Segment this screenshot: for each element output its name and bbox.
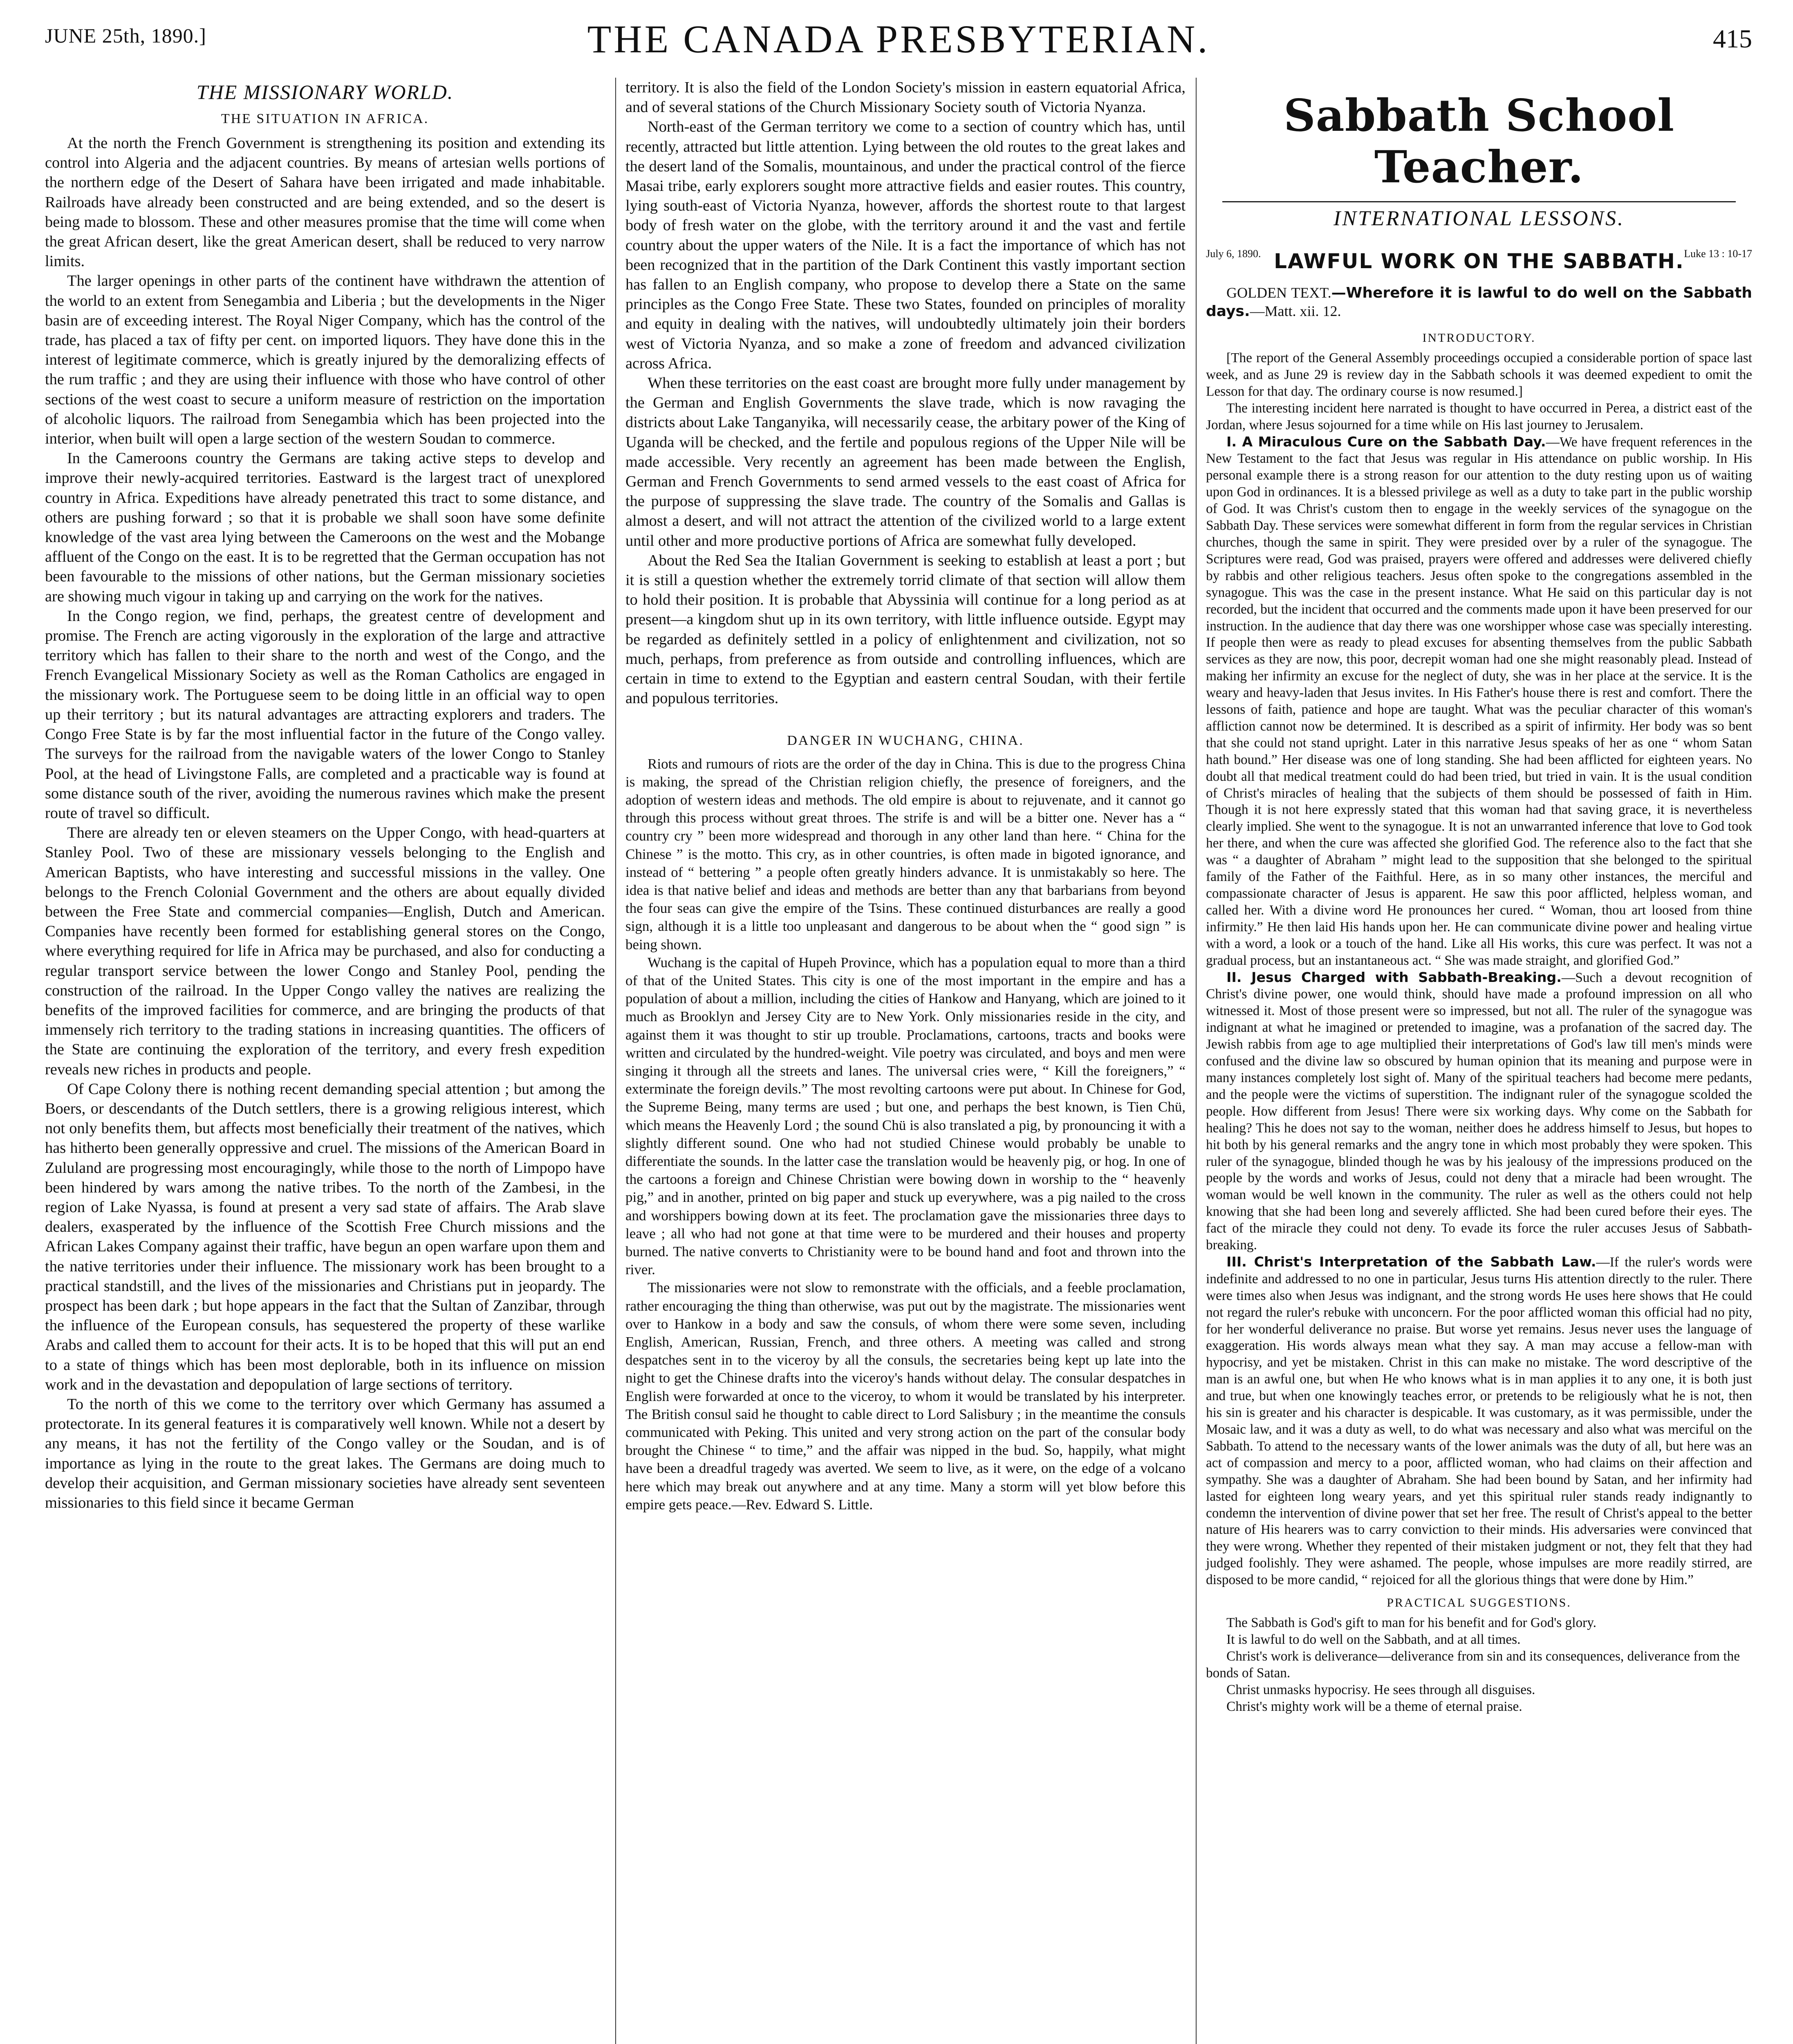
suggestion: Christ's work is deliverance—deliverance from sin and its consequences, deliverance from the bonds of Satan. — [1206, 1648, 1740, 1681]
practical-suggestions — [1206, 1615, 1752, 1715]
paragraph: Wuchang is the capital of Hupeh Province, which has a population equal to more than a third of that of the United States. This city is one of the most important in the empire and has a population of about a million, including the cities of Hankow and Hanyang, which are joined to it much as Brooklyn and Jersey City are to New York. Only missionaries reside in the city, and against them it was thought to stir up trouble. Proclamations, cartoons, tracts and books were written and circulated by the hundred-weight. Vile poetry was circulated, and boys and men were singing it through all the streets and lanes. The universal cries were, “ Kill the foreigners,” “ exterminate the foreign devils.” The most revolting cartoons were put about. In Chinese for God, the Supreme Being, many terms are used ; but one, and perhaps the best known, is Tien Chü, which means the Heavenly Lord ; the sound Chü is also translated a pig, by pronouncing it with a slightly different sound. One who had not studied Chinese would probably be unable to differentiate the sounds. In the latter case the translation would be heavenly pig, or hog. In one of the cartoons a foreign and Chinese Christian were bowing down in worship to the “ heavenly pig,” and in another, printed on big paper and stuck up everywhere, was a pig nailed to the cross and worshippers bowing down at its feet. The proclamation gave the missionaries three days to leave ; all who had not gone at that time were to be murdered and their houses and property burned. The native converts to Christianity were to be bound hand and foot and thrown into the river. — [625, 954, 1186, 1278]
practical-suggestions-heading: PRACTICAL SUGGESTIONS. — [1387, 1596, 1571, 1610]
lesson-point — [1206, 969, 1752, 1254]
point-text: —Such a devout recognition of Christ's divine power, one would think, should have made a profound impression on all who witnessed it. Most of those present were so impressed, but not all. The ruler of the synagogue was indignant at what he imagined or pretended to imagine, was a profanation of the sacred day. The Jewish rabbis from age to age multiplied their interpretations of God's law till men's minds were confused and the divine law so obscured by human opinion that its meaning and purpose were in many instances completely lost sight of. Many of the spiritual teachers had become mere pedants, and the people were the victims of superstition. The indignant ruler of the synagogue scolded the people. How different from Jesus! There were six working days. Why come on the Sabbath for healing? This he does not say to the woman, neither does he address himself to Jesus, but hopes to hit both by his general remarks and the angry tone in which most probably they were spoken. This ruler of the synagogue, blinded though he was by his jealousy of the impressions produced on the people by the words and works of Jesus, could not deny that a miracle had been wrought. The woman would be well known in the community. The ruler as well as the others could not help knowing that she had been long and severely afflicted. She had been cured before their eyes. The fact of the miracle they could not deny. To evade its force the ruler accuses Jesus of Sabbath-breaking. — [1206, 970, 1752, 1253]
paragraph: Riots and rumours of riots are the order of the day in China. This is due to the progress China is making, the spread of the Christian religion chiefly, the presence of foreigners, and the adoption of western ideas and methods. The old empire is about to rejuvenate, and it cannot go through this process without great throes. The strife is and will be a bitter one. Never has a “ country cry ” been more widespread and thorough in any other land than here. “ China for the Chinese ” is the motto. This cry, as in other countries, is often made in bigoted ignorance, and instead of “ bettering ” a people often greatly hinders advance. It is unmistakably so here. The idea is that native belief and ideas and methods are better than any that barbarians from beyond the four seas can give the empire of the Tsins. These continued disturbances are really a good sign, although it is a little too unpleasant and dangerous to be about when the “ good sign ” is being shown. — [625, 755, 1186, 953]
article-body — [45, 133, 605, 1513]
article-subtitle: DANGER IN WUCHANG, CHINA. — [787, 733, 1024, 748]
article-subtitle: THE SITUATION IN AFRICA. — [221, 111, 429, 126]
lesson-date: July 6, 1890. — [1206, 248, 1261, 260]
introductory-heading: INTRODUCTORY. — [1422, 331, 1536, 345]
golden-text-body: —Wherefore it is lawful to do well on the Sabbath days. — [1206, 285, 1752, 320]
point-text: —If the ruler's words were indefinite and addressed to no one in particular, Jesus turns His attention directly to the ruler. There were times also when Jesus was indignant, and the strong words He uses here shows that He could not regard the ruler's rebuke with unconcern. For the poor afflicted woman this official had no pity, for her wonderful deliverance no praise. But worse yet remains. Jesus never uses the language of exaggeration. His words always mean what they say. A man may accuse a fellow-man with hypocrisy, and yet be mistaken. Christ in this can make no mistake. The word descriptive of the man is an awful one, but when He who knows what is in man applies it to any one, it is both just and true, but when one knowingly teaches error, or pretends to be religiously what he is not, then his sin is greater and his character is despicable. It was customary, as it was permissible, under the Mosaic law, and it was a duty as well, to do what was necessary and also what was merciful on the Sabbath. To attend to the necessary wants of the lower animals was the duty of all, but here was an act of compassion and mercy to a poor, afflicted woman, who had claims on their affection and sympathy. She was a daughter of Abraham. She had been bound by Satan, and her infirmity had lasted for eighteen long weary years, and yet this spiritual ruler stands ready indignantly to condemn the intervention of divine power that set her free. The result of Christ's appeal to the better nature of His hearers was to carry conviction to their minds. His adversaries were convinced that they were wrong. Whether they repented of their mistaken judgment or not, they felt that they had judged foolishly. They were ashamed. The people, whose impulses are more readily stirred, are disposed to be more candid, “ rejoiced for all the glorious things that were done by Him.” — [1206, 1254, 1752, 1588]
paragraph: To the north of this we come to the territory over which Germany has assumed a protectorate. In its general features it is comparatively well known. While not a desert by any means, it has not the fertility of the Congo valley or the Soudan, and is of importance as lying in the route to the great lakes. The Germans are doing much to develop their acquisition, and German missionary societies have already sent seventeen missionaries to this field since it became German — [45, 1396, 605, 1512]
paragraph: At the north the French Government is strengthening its position and extending its control into Algeria and the adjacent countries. By means of artesian wells portions of the northern edge of the Desert of Sahara have been irrigated and made inhabitable. Railroads have already been constructed and are being extended, and so the desert is being made to blossom. These and other measures promise that the time will come when the great African desert, like the great American desert, shall be reduced to very narrow limits. — [45, 134, 605, 270]
page-header — [45, 16, 1752, 65]
golden-text-label: GOLDEN TEXT. — [1226, 285, 1331, 301]
point-heading: II. Jesus Charged with Sabbath-Breaking. — [1226, 969, 1562, 985]
lesson-body — [1206, 350, 1752, 1589]
paragraph: The missionaries were not slow to remonstrate with the officials, and a feeble proclamation, rather encouraging the thing than otherwise, was put out by the magistrate. The missionaries went over to Hankow in a body and saw the consuls, of whom there were some seven, including English, American, Russian, French, and three others. A meeting was called and strong despatches sent in to the viceroy by all the consuls, the secretaries being kept up late into the night to get the Chinese drafts into the viceroy's hands without delay. The consular despatches in English were forwarded at once to the viceroy, to whom it would be translated by his interpreter. The British consul said he thought to cable direct to Lord Salisbury ; in the meantime the consuls communicated with Peking. This united and very strong action on the part of the consular body brought the Chinese “ to time,” and the affair was nipped in the bud. So, happily, what might have been a dreadful tragedy was averted. We seem to live, as it were, on the edge of a volcano here which may break out anywhere and at any time. Many a storm will yet blow before this empire gets peace.—Rev. Edward S. Little. — [625, 1280, 1186, 1513]
sabbath-school-masthead: Sabbath School Teacher. — [1283, 90, 1675, 193]
newspaper-title: THE CANADA PRESBYTERIAN. — [587, 17, 1210, 61]
point-heading: III. Christ's Interpretation of the Sabbath Law. — [1226, 1253, 1596, 1270]
column-rule — [615, 78, 616, 2044]
article-body — [625, 755, 1186, 1514]
paragraph: North-east of the German territory we come to a section of country which has, until recently, attracted but little attention. Lying between the old routes to the great lakes and the desert land of the Somalis, mountainous, and under the practical control of the fierce Masai tribe, early explorers sought more attractive fields and easier routes. This country, lying south-east of Victoria Nyanza, however, affords the shortest route to that largest body of fresh water on the globe, with the territory around it and the vast and fertile country about the upper waters of the Nile. It is a fact the importance of which has not been recognized that in the partition of the Dark Continent this vastly important section has fallen to an English company, who propose to develop there a State on the same principles as the Congo Free State. These two States, founded on principles of morality and equity in dealing with the natives, will undoubtedly ultimately join their borders west of Victoria Nyanza, and so make a zone of freedom and advanced civilization across Africa. — [625, 118, 1186, 372]
column-rule — [1196, 78, 1197, 2044]
paragraph: The larger openings in other parts of the continent have withdrawn the attention of the world to an extent from Senegambia and Liberia ; but the developments in the Niger basin are of exceeding interest. The Royal Niger Company, which has the control of the trade, has placed a tax of fifty per cent. on imported liquors. They have done this in the interest of legitimate commerce, which is greatly injured by the demoralizing effects of the rum traffic ; and they are using their influence with those who have control of other sections of the west coast to secure a uniform measure of restriction on the importation of alcoholic liquors. The railroad from Senegambia which has been projected into the interior, when built will open a large section of the western Soudan to commerce. — [45, 272, 605, 448]
column-one — [45, 78, 605, 1513]
paragraph: About the Red Sea the Italian Government is seeking to establish at least a port ; but it is still a question whether the extremely torrid climate of that section will allow them to hold their position. It is probable that Abyssinia will continue for a long period as at present—a kingdom shut up in its own territory, with little influence outside. Egypt may be regarded as definitely settled in a policy of enlightenment and civilization, not so much, perhaps, from preference as from outside and controlling influences, which are certain in time to extend to the Egyptian and eastern central Soudan, with their fertile and populous territories. — [625, 551, 1186, 707]
suggestion: Christ unmasks hypocrisy. He sees through all disguises. — [1226, 1682, 1535, 1697]
article-body-continued — [625, 78, 1186, 708]
paragraph: Of Cape Colony there is nothing recent demanding special attention ; but among the Boers, or descendants of the Dutch settlers, there is a growing religious interest, which not only benefits them, but affects most beneficially their treatment of the natives, which has hitherto been generally oppressive and cruel. The missions of the American Board in Zululand are progressing most encouragingly, while those to the north of Limpopo have been hindered by wars among the native tribes. To the north of the Zambesi, in the region of Lake Nyassa, is found at present a very sad state of affairs. The Arab slave dealers, exasperated by the influence of the Scottish Free Church missions and the African Lakes Company against their traffic, have begun an open warfare upon them and the native territories under their influence. The missionary work has been brought to a practical standstill, and the lives of the missionaries and Christians put in jeopardy. The prospect has been dark ; but hope appears in the fact that the Sultan of Zanzibar, through the influence of the European consuls, has sequestered the property of these warlike Arabs and called them to account for their acts. It is to be hoped that this will put an end to a state of things which has been most deplorable, both in its influence on mission work and in the devastation and depopulation of large sections of territory. — [45, 1080, 605, 1393]
column-two — [625, 78, 1186, 1514]
lesson-reference: Luke 13 : 10-17 — [1684, 248, 1752, 260]
point-text: —We have frequent references in the New Testament to the fact that Jesus was regular in His attendance on public worship. In His personal example there is a strong reason for our attention to the duty resting upon us of waiting upon God in ordinances. It is a blessed privilege as well as a duty to take part in the public worship of God. It was Christ's custom then to engage in the weekly services of the synagogue on the Sabbath Day. These services were somewhat different in form from the regular services in Christian churches, though the same in spirit. They were presided over by a ruler of the synagogue. The Scriptures were read, God was praised, prayers were offered and addresses were delivered chiefly by rabbis and other religious teachers. Jesus often spoke to the congregations assembled in the synagogue. This was the case in the present instance. What He said on this particular day is not recorded, but the incident that occurred and the comments made upon it have been preserved for our instruction. In the audience that day there was one worshipper whose case was specially interesting. If people then were as ready to plead excuses for absenting themselves from the public Sabbath services as they are now, this poor, decrepit woman had one she might reasonably plead. Instead of making her infirmity an excuse for the neglect of duty, she was in her place at the service. It is the weary and heavy-laden that Jesus invites. In His Father's house there is rest and comfort. There the lessons of faith, patience and hope are taught. What was the peculiar character of this woman's affliction cannot now be determined. It is described as a spirit of infirmity. Her body was so bent that she could not stand upright. Later in this narrative Jesus speaks of her as one “ whom Satan hath bound.” Her disease was one of long standing. She had been afflicted for eighteen years. No doubt all that medical treatment could do had been tried, but tried in vain. It is the usual condition of Christ's miracles of healing that the subjects of them should be possessed of faith in Him. Though it is not here expressly stated that this woman had that saving grace, it is nevertheless clearly implied. She went to the synagogue. It is not an unwarranted inference that love to God took her there, and when the cure was affected she glorified God. The reference also to the fact that she was “ a daughter of Abraham ” might lead to the supposition that she belonged to the spiritual family of the Father of the Faithful. Here, as in so many other instances, the merciful and compassionate character of Jesus is apparent. He saw this poor afflicted, helpless woman, and called her. With a divine word He pronounces her cured. “ Woman, thou art loosed from thine infirmity.” He then laid His hands upon her. He can communicate divine power and healing virtue with a word, a look or a touch of the hand. Like all His works, this cure was perfect. It was not a gradual process, but an instantaneous act. “ She was made straight, and glorified God.” — [1206, 434, 1752, 968]
international-lessons-heading: INTERNATIONAL LESSONS. — [1333, 207, 1625, 230]
paragraph: In the Cameroons country the Germans are taking active steps to develop and improve their newly-acquired territories. Eastward is the largest tract of unexplored country in Africa. Expeditions have already penetrated this tract to some distance, and others are pushing forward ; so that it is probable we shall soon have some definite knowledge of the vast area lying between the Cameroons on the west and the Mobange affluent of the Congo on the east. It is to be regretted that the German occupation has not been favourable to the missions of other nations, but the German missionary societies are showing much vigour in taking up and carrying on the work for the natives. — [45, 450, 605, 605]
column-three — [1206, 78, 1752, 1715]
paragraph: There are already ten or eleven steamers on the Upper Congo, with head-quarters at Stanley Pool. Two of these are missionary vessels belonging to the English and American Baptists, who have interesting and successful missions in the valley. One belongs to the French Colonial Government and the others are about equally divided between the Free State and commercial companies—English, Dutch and American. Companies have recently been formed for establishing general stores on the Congo, where everything required for life in Africa may be purchased, and also for conducting a regular transport service between the lower Congo and Stanley Pool, pending the construction of the railroad. In the Upper Congo valley the natives are realizing the benefits of the improved facilities for commerce, and are bringing the products of that immensely rich territory to the trading stations in increasing quantities. The officers of the State are continuing the exploration of the territory, and every fresh expedition reveals new riches in products and people. — [45, 824, 605, 1078]
paragraph: The interesting incident here narrated is thought to have occurred in Perea, a district east of the Jordan, where Jesus sojourned for a time while on His last journey to Jerusalem. — [1206, 400, 1752, 433]
lesson-point — [1206, 1254, 1752, 1589]
divider — [1222, 201, 1736, 202]
lesson-title: LAWFUL WORK ON THE SABBATH. — [1274, 249, 1684, 273]
golden-text-reference: —Matt. xii. 12. — [1250, 303, 1341, 319]
paragraph: territory. It is also the field of the London Society's mission in eastern equatorial Africa, and of several stations of the Church Missionary Society south of Victoria Nyanza. — [625, 79, 1186, 116]
paragraph: [The report of the General Assembly proceedings occupied a considerable portion of space last week, and as June 29 is review day in the Sabbath schools it was deemed expedient to omit the Lesson for that day. The ordinary course is now resumed.] — [1206, 350, 1752, 399]
paragraph: When these territories on the east coast are brought more fully under management by the German and English Governments the slave trade, which is now ravaging the districts about Lake Tanganyika, will necessarily cease, the arbitary power of the King of Uganda will be checked, and the fertile and populous regions of the Upper Nile will be made accessible. Very recently an agreement has been made between the English, German and French Governments to send armed vessels to the east coast of Africa for the purpose of suppressing the slave trade. The country of the Somalis and Gallas is almost a desert, and will not attract the attention of the civilized world to a large extent until other and more productive portions of Africa are somewhat fully developed. — [625, 374, 1186, 549]
point-heading: I. A Miraculous Cure on the Sabbath Day. — [1226, 433, 1546, 450]
suggestion: It is lawful to do well on the Sabbath, and at all times. — [1226, 1632, 1521, 1647]
page-number: 415 — [1713, 24, 1752, 53]
paragraph: In the Congo region, we find, perhaps, the greatest centre of development and promise. The French are acting vigorously in the exploration of the large and attractive territory which has fallen to their share to the north and west of the Congo, and the French Evangelical Missionary Society as well as the Roman Catholics are engaged in the missionary work. The Portuguese seem to be doing little in an official way to open up their territory ; but its natural advantages are attracting explorers and traders. The Congo Free State is by far the most influential factor in the future of the Congo valley. The surveys for the railroad from the navigable waters of the lower Congo to Stanley Pool, at the head of Livingstone Falls, are completed and a practicable way is found at some distance south of the river, avoiding the numerous ravines which make the present route of travel so difficult. — [45, 607, 605, 822]
section-title: THE MISSIONARY WORLD. — [196, 81, 454, 103]
lesson-point — [1206, 434, 1752, 969]
lesson-heading — [1206, 247, 1752, 281]
suggestion: The Sabbath is God's gift to man for his benefit and for God's glory. — [1226, 1615, 1596, 1631]
golden-text — [1206, 284, 1752, 320]
issue-date: JUNE 25th, 1890.] — [45, 24, 206, 47]
suggestion: Christ's mighty work will be a theme of eternal praise. — [1226, 1699, 1522, 1714]
